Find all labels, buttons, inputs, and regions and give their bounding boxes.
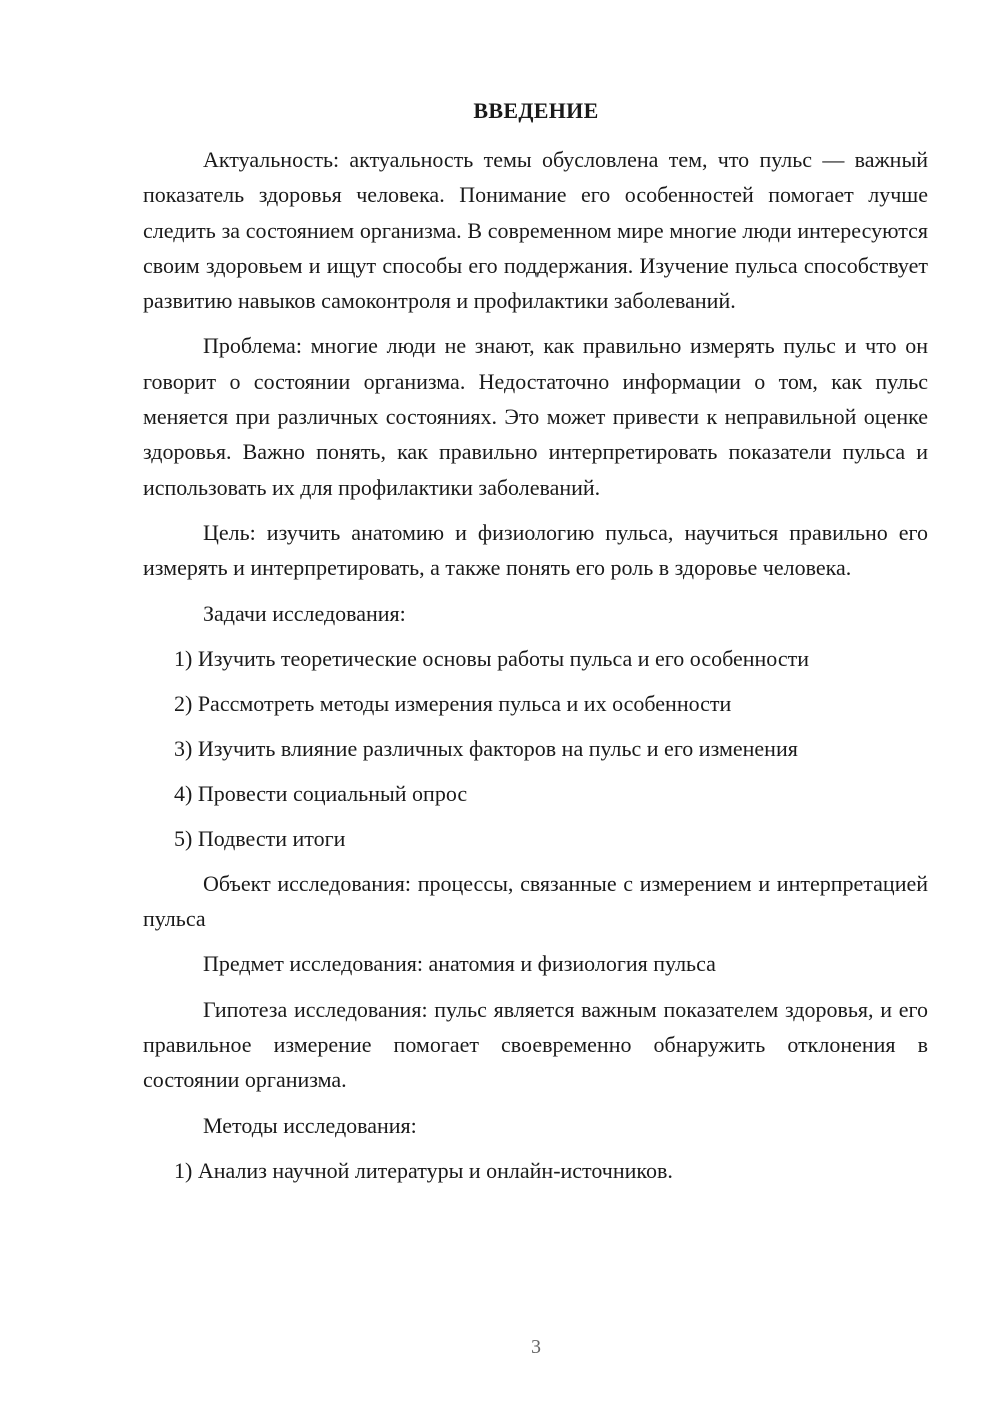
list-item: 4) Провести социальный опрос bbox=[174, 780, 468, 806]
problem-paragraph: Проблема: многие люди не знают, как правильно измерять пульс и что он говорит о состоянии организма. Недостаточно информации о том, как пульс меняется при различных состояниях. Это может привести к неправильной оценке здоровья. Важно понять, как правильно интерпретировать показатели пульса и использовать их для профилактики заболеваний. bbox=[143, 333, 928, 500]
hypothesis-paragraph: Гипотеза исследования: пульс является важным показателем здоровья, и его правильное измерение помогает своевременно обнаружить отклонения в состоянии организма. bbox=[143, 996, 928, 1093]
object-paragraph: Объект исследования: процессы, связанные с измерением и интерпретацией пульса bbox=[143, 870, 928, 932]
list-item: 2) Рассмотреть методы измерения пульса и их особенности bbox=[174, 690, 732, 716]
relevance-paragraph: Актуальность: актуальность темы обусловлена тем, что пульс — важный показатель здоровья человека. Понимание его особенностей помогает лучше следить за состоянием организма. В современном мире многие люди интересуются своим здоровьем и ищут способы его поддержания. Изучение пульса способствует развитию навыков самоконтроля и профилактики заболеваний. bbox=[143, 147, 928, 314]
list-item: 3) Изучить влияние различных факторов на пульс и его изменения bbox=[174, 735, 798, 761]
methods-list bbox=[143, 1153, 928, 1188]
tasks-heading: Задачи исследования: bbox=[203, 600, 406, 626]
methods-heading: Методы исследования: bbox=[203, 1112, 417, 1138]
subject-paragraph: Предмет исследования: анатомия и физиология пульса bbox=[203, 951, 716, 977]
list-item: 1) Изучить теоретические основы работы пульса и его особенности bbox=[174, 645, 810, 671]
page-number: 3 bbox=[531, 1336, 541, 1358]
goal-paragraph: Цель: изучить анатомию и физиологию пульса, научиться правильно его измерять и интерпретировать, а также понять его роль в здоровье человека. bbox=[143, 519, 928, 581]
document-body bbox=[143, 142, 928, 1198]
list-item: 1) Анализ научной литературы и онлайн-источников. bbox=[174, 1157, 673, 1183]
list-item: 5) Подвести итоги bbox=[174, 825, 346, 851]
page-title: ВВЕДЕНИЕ bbox=[473, 98, 599, 123]
tasks-list bbox=[143, 641, 928, 856]
